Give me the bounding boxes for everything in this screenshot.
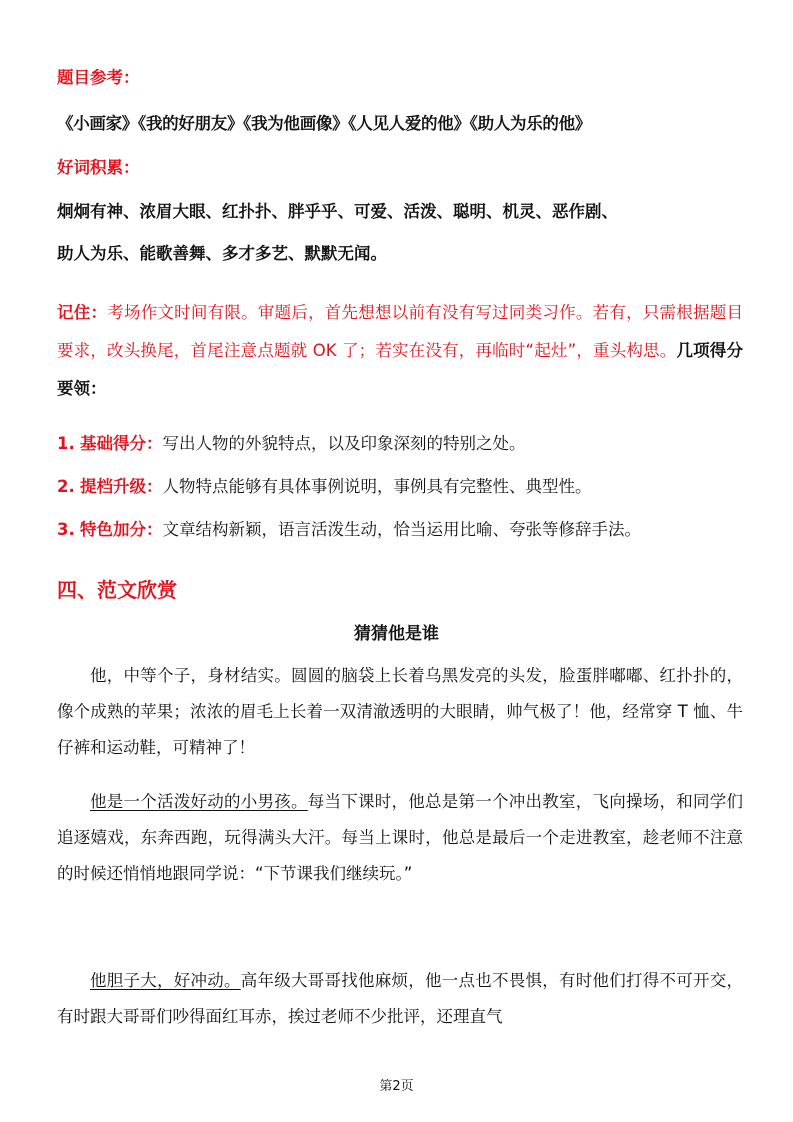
- remember-label: 记住：: [57, 303, 108, 322]
- essay-topic-sentence: 他是一个活泼好动的小男孩。: [90, 792, 308, 811]
- tip-number: 2.: [57, 477, 75, 496]
- essay-paragraph-1: 他，中等个子，身材结实。圆圆的脑袋上长着乌黑发亮的头发，脸蛋胖嘟嘟、红扑扑的，像个成熟的苹果；浓浓的眉毛上长着一双清澈透明的大眼睛，帅气极了！他，经常穿 T 恤、牛仔裤和运动鞋，可精神了！: [57, 666, 743, 757]
- essay-paragraph-text: 每当下课时，他总是第一个冲出教室，飞向操场，和同学们追逐嬉戏，东奔西跑，玩得满头大汗。每当上课时，他总是最后一个走进教室，趁老师不注意的时候还悄悄地跟同学说：“下节课我们继续玩。”: [57, 792, 743, 883]
- tip-item-3: [57, 518, 747, 542]
- section-heading: 四、范文欣赏: [57, 578, 177, 602]
- essay-paragraph-2: [57, 784, 743, 892]
- remember-text: 考场作文时间有限。审题后，首先想想以前有没有写过同类习作。若有，只需根据题目要求，改头换尾，首尾注意点题就 OK 了；若实在没有，再临时“起灶”，重头构思。: [57, 303, 744, 360]
- remember-paragraph: [57, 294, 743, 408]
- topic-ref-label: 题目参考：: [57, 68, 140, 87]
- tip-number: 1.: [57, 434, 75, 453]
- topic-ref-titles: 《小画家》《我的好朋友》《我为他画像》《人见人爱的他》《助人为乐的他》: [57, 114, 592, 133]
- page-number: 第2页: [379, 1079, 414, 1094]
- good-words-line-2: 助人为乐、能歌善舞、多才多艺、默默无闻。: [57, 244, 387, 263]
- tip-label: 提档升级：: [80, 477, 163, 496]
- tip-text: 文章结构新颖，语言活泼生动，恰当运用比喻、夸张等修辞手法。: [162, 520, 641, 539]
- essay-paragraph-3: [57, 963, 743, 1035]
- tip-label: 基础得分：: [80, 434, 163, 453]
- good-words-label: 好词积累：: [57, 158, 140, 177]
- tip-label: 特色加分：: [80, 520, 163, 539]
- essay-paragraph-text: 高年级大哥哥找他麻烦，他一点也不畏惧，有时他们打得不可开交，有时跟大哥哥们吵得面红耳赤，挨过老师不少批评，还理直气: [57, 971, 743, 1026]
- tip-text: 人物特点能够有具体事例说明，事例具有完整性、典型性。: [162, 477, 592, 496]
- tip-item-1: [57, 432, 747, 456]
- essay-topic-sentence: 他胆子大，好冲动。: [90, 971, 241, 990]
- remember-tail: 几项得分要领：: [57, 341, 743, 398]
- tip-item-2: [57, 475, 747, 499]
- essay-title: 猜猜他是谁: [354, 624, 439, 644]
- good-words-line-1: 炯炯有神、浓眉大眼、红扑扑、胖乎乎、可爱、活泼、聪明、机灵、恶作剧、: [57, 202, 618, 221]
- tip-number: 3.: [57, 520, 75, 539]
- tip-text: 写出人物的外貌特点，以及印象深刻的特别之处。: [162, 434, 526, 453]
